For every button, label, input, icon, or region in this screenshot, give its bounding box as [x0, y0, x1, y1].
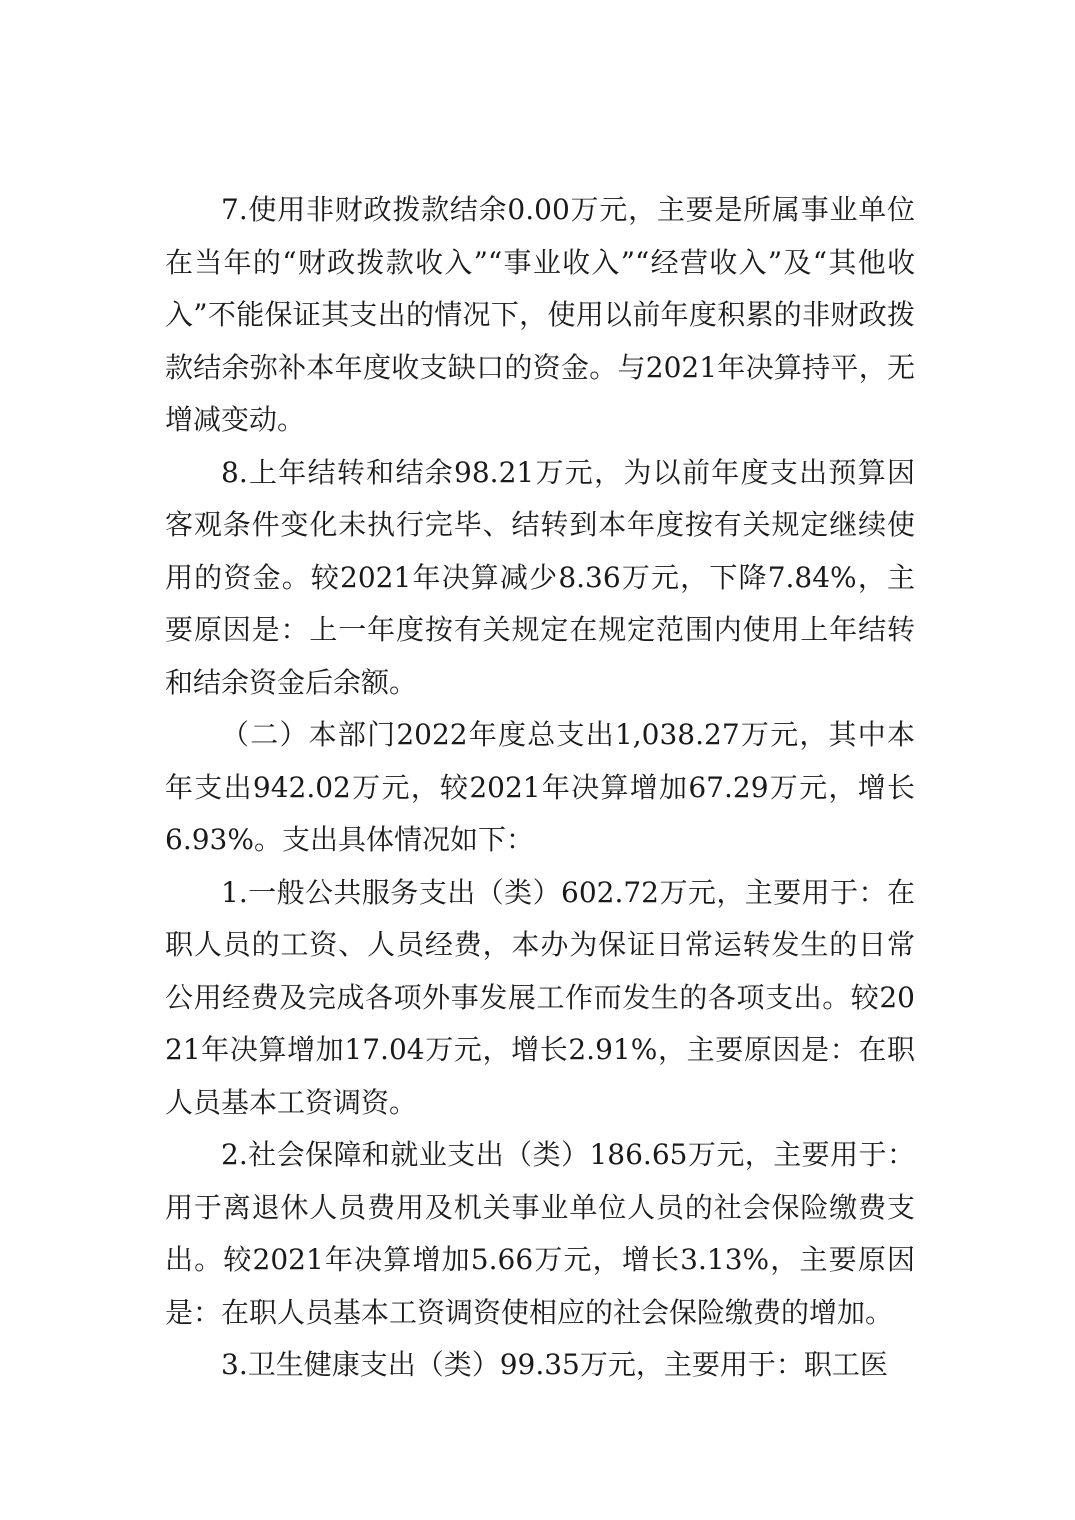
paragraph-prior-year-carryover: 8.上年结转和结余98.21万元，为以前年度支出预算因客观条件变化未执行完毕、结转到本年度按有关规定继续使用的资金。较2021年决算减少8.36万元，下降7.84%，主要原因是：上一年度按有关规定在规定范围内使用上年结转和结余资金后余额。	[165, 455, 915, 699]
paragraph-non-fiscal-balance: 7.使用非财政拨款结余0.00万元，主要是所属事业单位在当年的“财政拨款收入”“事业收入”“经营收入”及“其他收入”不能保证其支出的情况下，使用以前年度积累的非财政拨款结余弥补本年度收支缺口的资金。与2021年决算持平，无增减变动。	[165, 193, 915, 436]
paragraph-total-expenditure: （二）本部门2022年度总支出1,038.27万元，其中本年支出942.02万元，较2021年决算增加67.29万元，增长6.93%。支出具体情况如下：	[165, 718, 915, 856]
paragraph-general-public-services: 1.一般公共服务支出（类）602.72万元，主要用于：在职人员的工资、人员经费，本办为保证日常运转发生的日常公用经费及完成各项外事发展工作而发生的各项支出。较2021年决算增加17.04万元，增长2.91%，主要原因是：在职人员基本工资调资。	[165, 875, 915, 1119]
paragraph-health: 3.卫生健康支出（类）99.35万元，主要用于：职工医	[221, 1348, 888, 1381]
paragraph-social-security: 2.社会保障和就业支出（类）186.65万元，主要用于：用于离退休人员费用及机关事业单位人员的社会保险缴费支出。较2021年决算增加5.66万元，增长3.13%，主要原因是：在职人员基本工资调资使相应的社会保险缴费的增加。	[165, 1138, 915, 1329]
document-body	[165, 184, 915, 1392]
